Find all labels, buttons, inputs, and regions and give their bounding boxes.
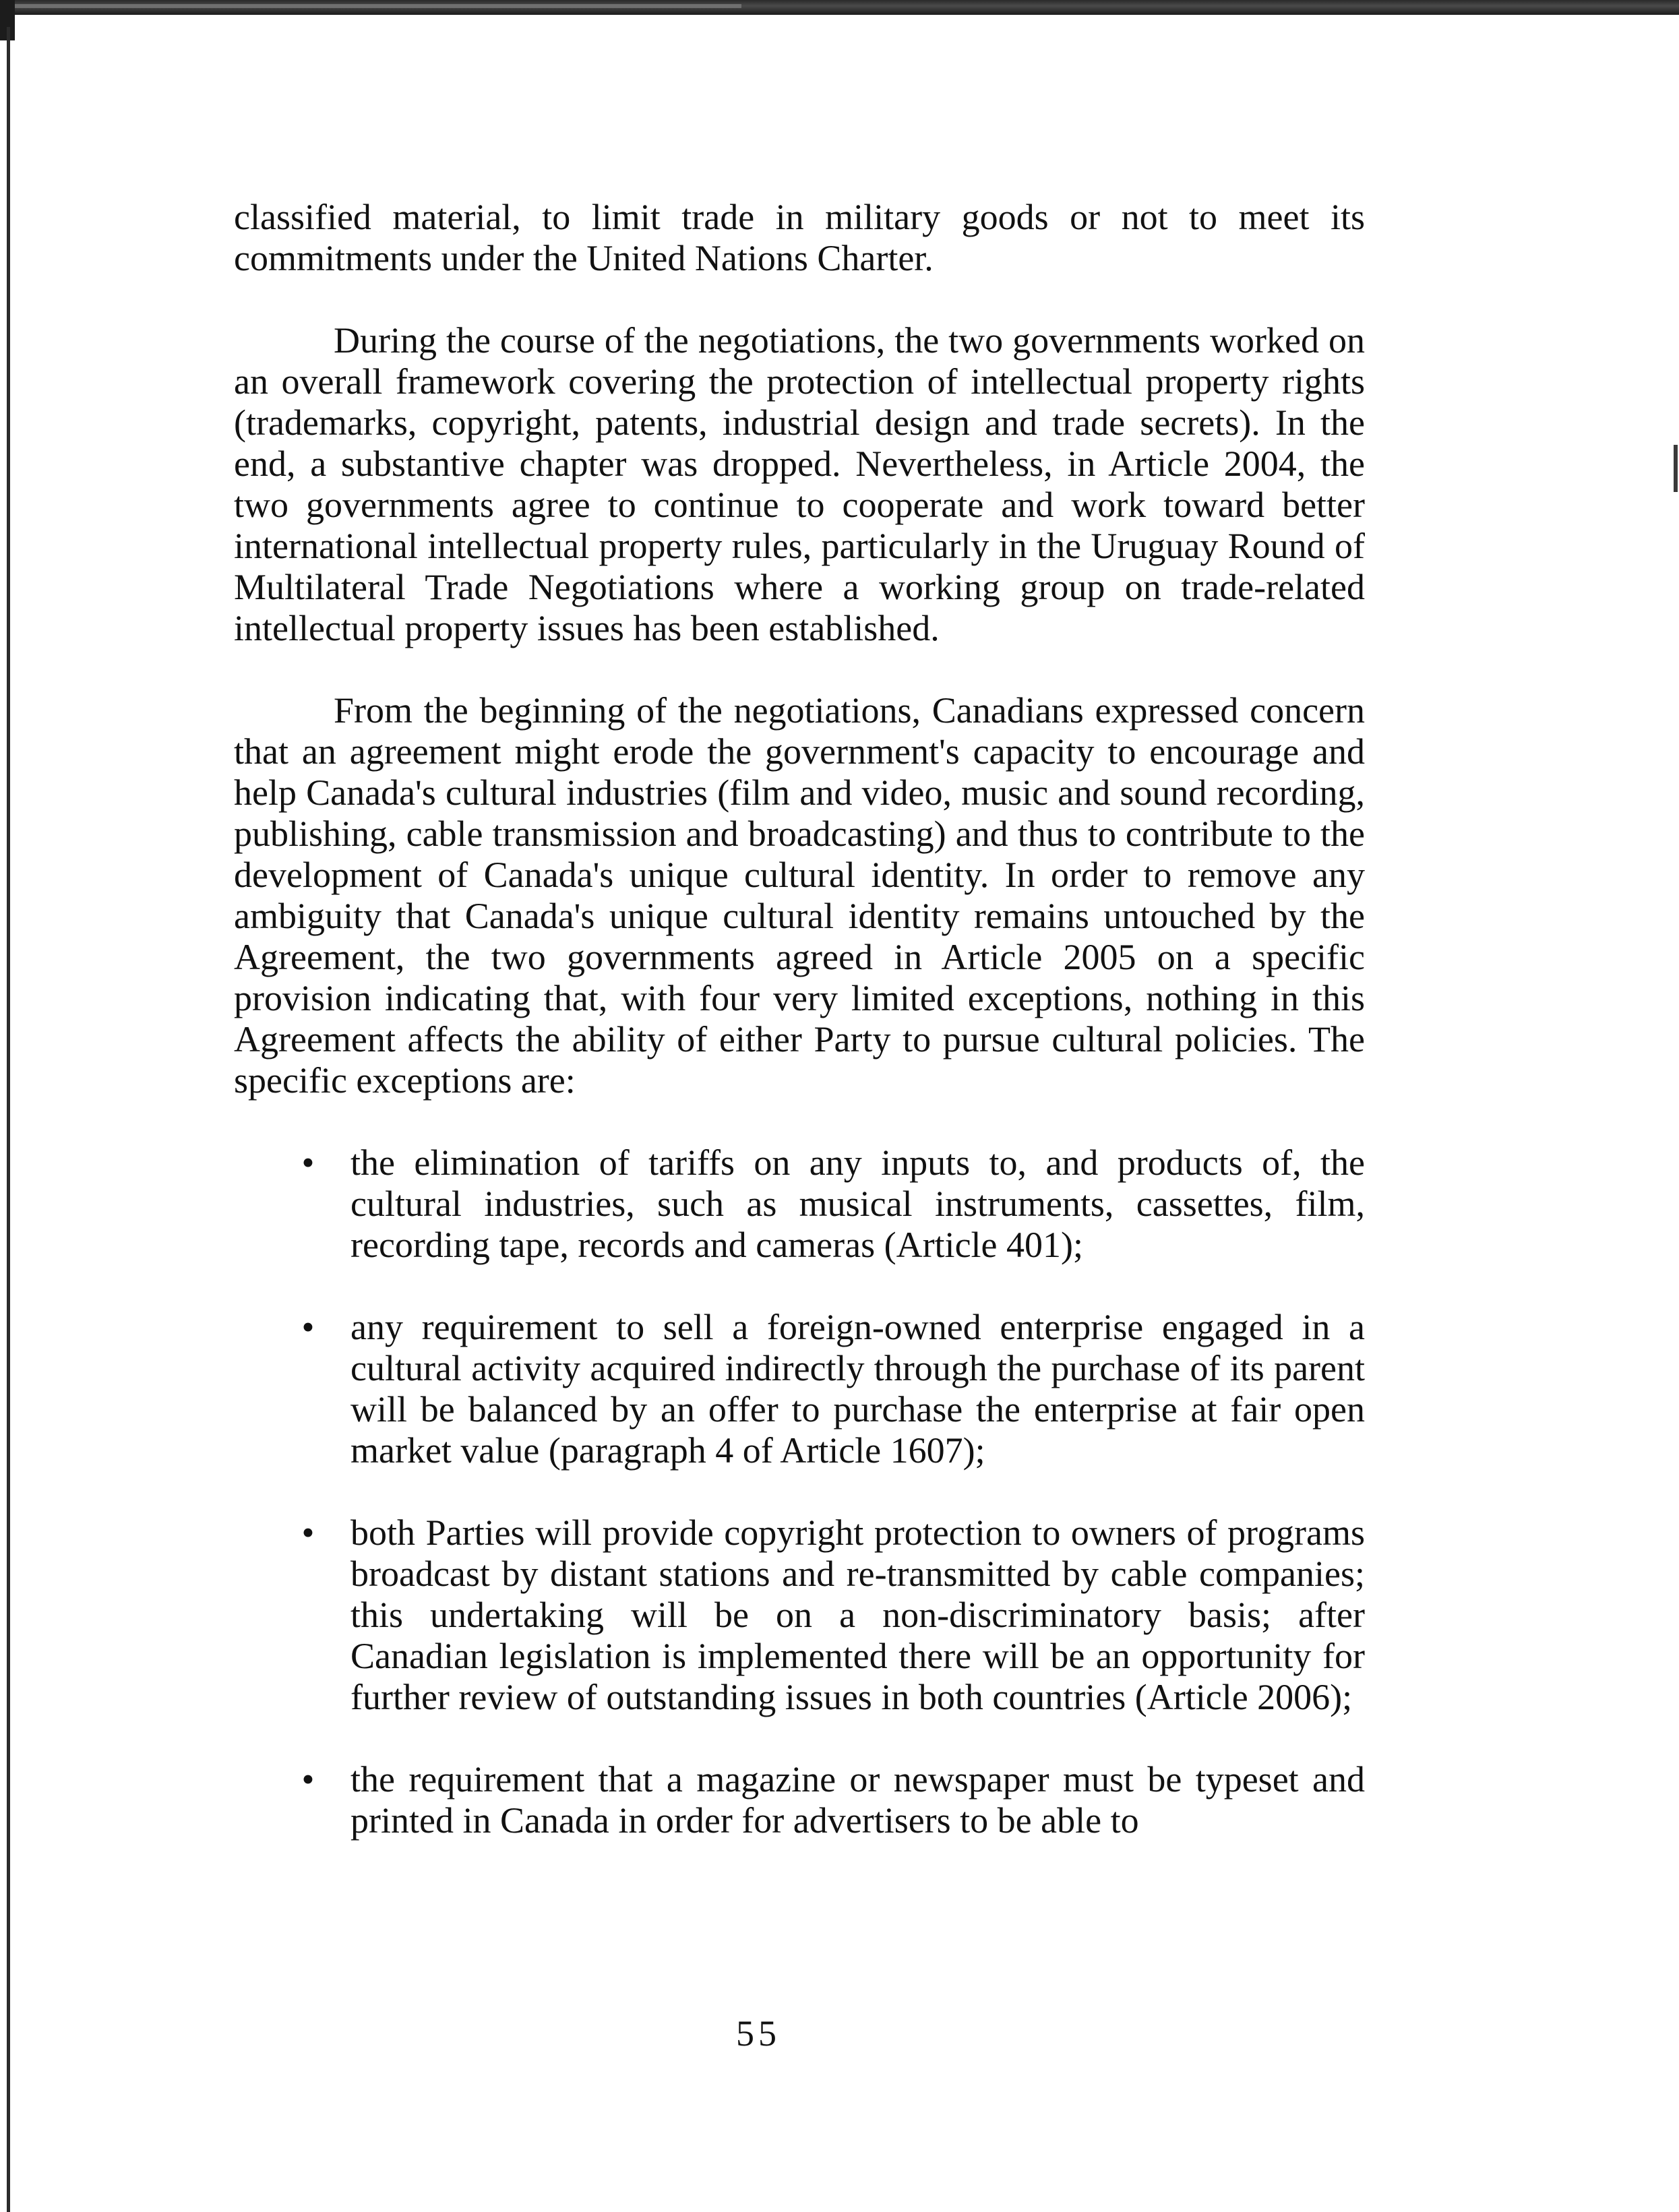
- list-item-text: both Parties will provide copyright protection to owners of programs broadcast by distant stations and re-transmitted by cable companies; this undertaking will be on a non-discriminatory basis; after Canadian legislation is implemented there will be an opportunity for further review of outstanding issues in both countries (Article 2006);: [350, 1512, 1365, 1717]
- list-item-text: any requirement to sell a foreign-owned enterprise engaged in a cultural activity acquired indirectly through the purchase of its parent will be balanced by an offer to purchase the enterprise at fair open market value (paragraph 4 of Article 1607);: [350, 1307, 1365, 1471]
- bullet-icon: •: [301, 1759, 315, 1800]
- scan-top-edge: [0, 0, 1679, 15]
- paragraph-continuation: classified material, to limit trade in military goods or not to meet its commitments under the United Nations Charter.: [234, 197, 1365, 278]
- paragraph-cultural-industries: From the beginning of the negotiations, Canadians expressed concern that an agreement might erode the government's capacity to encourage and help Canada's cultural industries (film and video, music and sound recording, publishing, cable transmission and broadcasting) and thus to contribute to the development of Canada's unique cultural identity. In order to remove any ambiguity that Canada's unique cultural identity remains untouched by the Agreement, the two governments agreed in Article 2005 on a specific provision indicating that, with four very limited exceptions, nothing in this Agreement affects the ability of either Party to pursue cultural policies. The specific exceptions are:: [234, 690, 1365, 1101]
- scan-right-mark: [1674, 445, 1678, 492]
- bullet-icon: •: [301, 1142, 315, 1183]
- scan-top-streak: [0, 4, 741, 8]
- bullet-icon: •: [301, 1307, 315, 1347]
- list-item-text: the requirement that a magazine or newspaper must be typeset and printed in Canada in order for advertisers to be able to: [350, 1759, 1365, 1841]
- scan-left-edge: [7, 27, 10, 2212]
- list-item-text: the elimination of tariffs on any inputs to, and products of, the cultural industries, such as musical instruments, cassettes, film, recording tape, records and cameras (Article 401);: [350, 1142, 1365, 1265]
- list-item: [234, 1307, 1365, 1471]
- list-item: [234, 1759, 1365, 1841]
- document-body: [234, 197, 1365, 1882]
- exceptions-list: [234, 1142, 1365, 1841]
- list-item: [234, 1142, 1365, 1266]
- list-item: [234, 1512, 1365, 1718]
- paragraph-intellectual-property: During the course of the negotiations, the two governments worked on an overall framework covering the protection of intellectual property rights (trademarks, copyright, patents, industrial design and trade secrets). In the end, a substantive chapter was dropped. Nevertheless, in Article 2004, the two governments agree to continue to cooperate and work toward better international intellectual property rules, particularly in the Uruguay Round of Multilateral Trade Negotiations where a working group on trade-related intellectual property issues has been established.: [234, 320, 1365, 648]
- page-number: 55: [736, 2013, 781, 2054]
- bullet-icon: •: [301, 1512, 315, 1553]
